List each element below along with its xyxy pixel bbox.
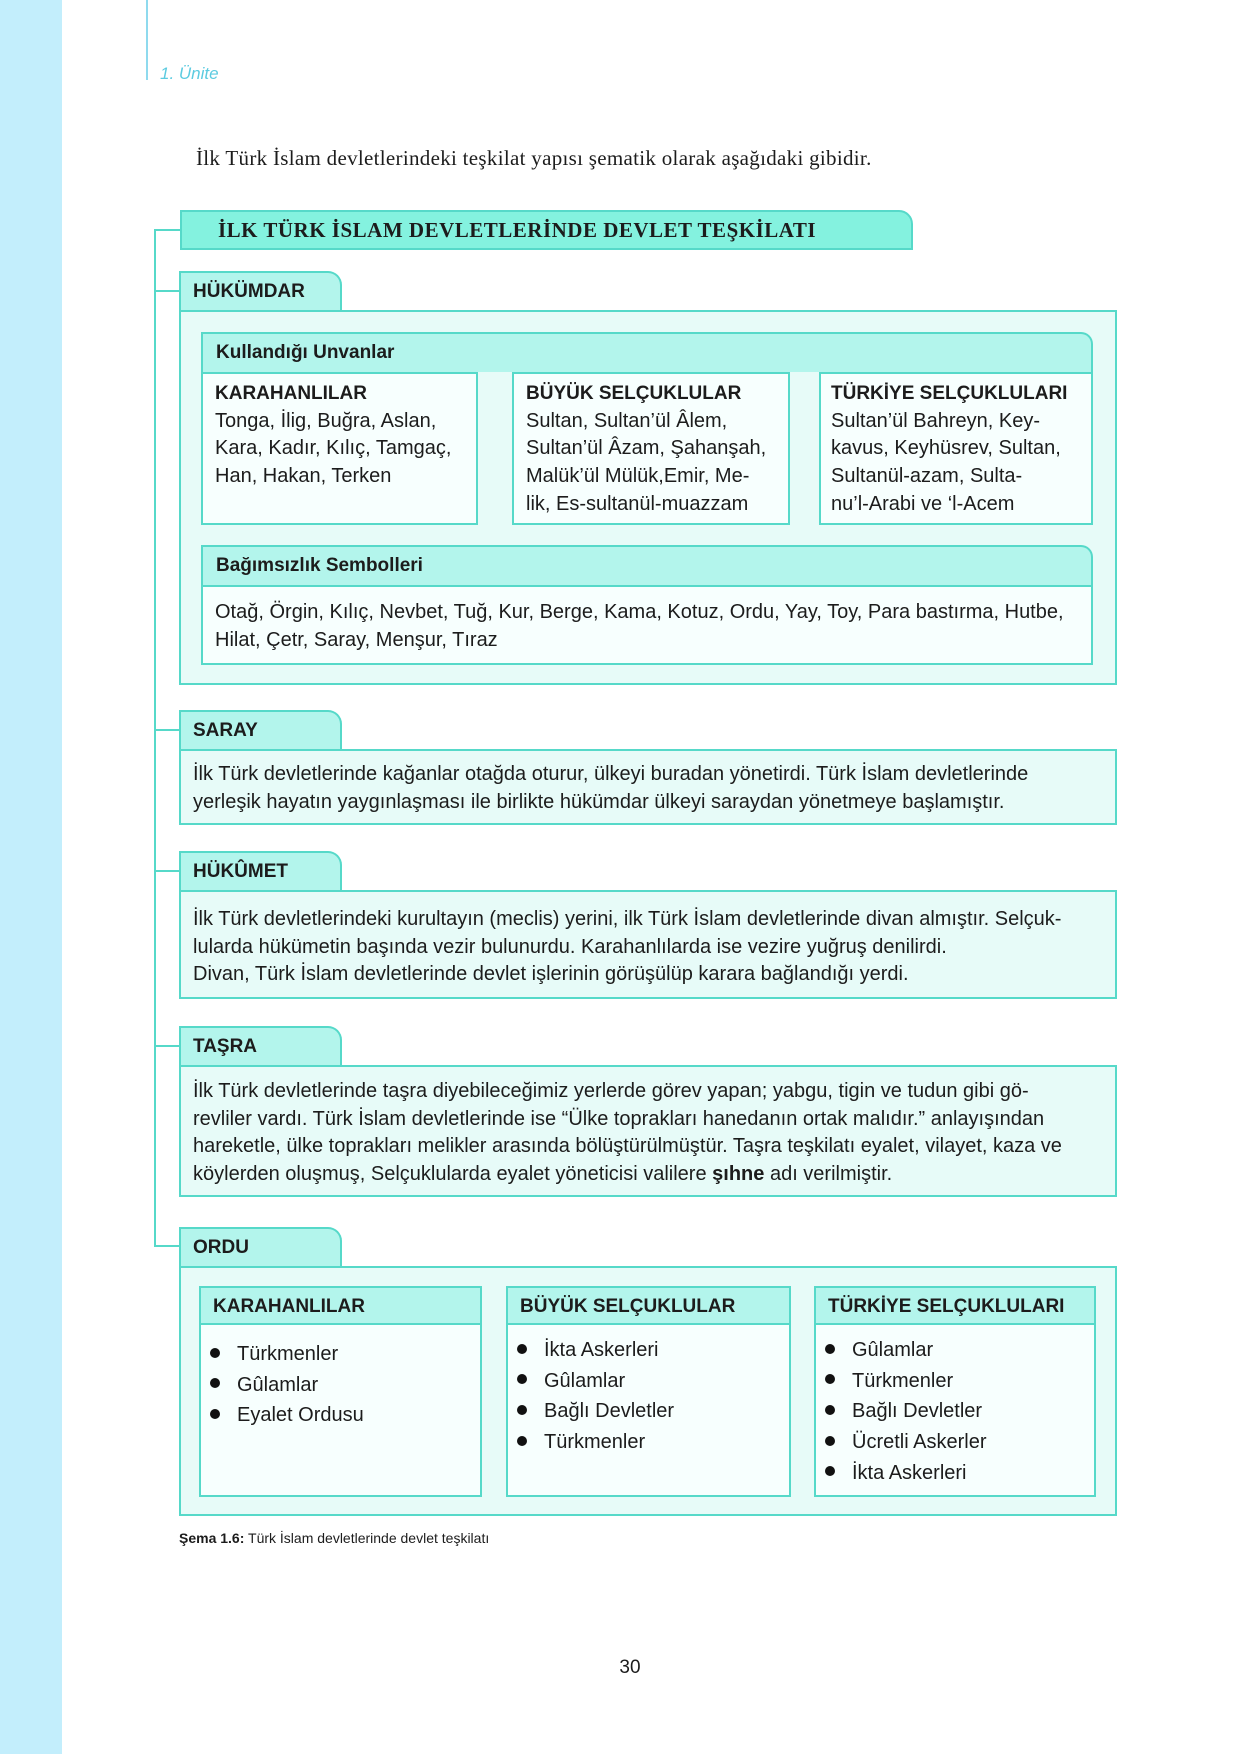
- titles-line: Sultanül-azam, Sulta-: [831, 465, 1023, 488]
- symbols-box: [201, 585, 1093, 665]
- titles-line: Han, Hakan, Terken: [215, 465, 392, 488]
- page-number: 30: [619, 1657, 641, 1678]
- army-unit-item: [825, 1366, 1094, 1397]
- titles-box-state: TÜRKİYE SELÇUKLULARI: [831, 383, 1068, 404]
- titles-box-turkiye-selcuklulari: [819, 372, 1093, 525]
- saray-line: yerleşik hayatın yaygınlaşması ile birlikte hükümdar ülkeyi saraydan yönetmeye başlamıştır.: [193, 790, 1005, 813]
- bullet-icon: [517, 1405, 527, 1415]
- army-unit-label: İkta Askerleri: [852, 1461, 967, 1484]
- army-unit-item: [517, 1396, 789, 1427]
- bullet-icon: [517, 1436, 527, 1446]
- bullet-icon: [210, 1348, 220, 1358]
- titles-line: Sultan’ül Âzam, Şahanşah,: [526, 437, 767, 460]
- army-box-heading: TÜRKİYE SELÇUKLULARI: [816, 1288, 1094, 1325]
- running-head-rule: [146, 0, 148, 80]
- connector-stub-saray: [154, 729, 180, 731]
- army-unit-item: [825, 1335, 1094, 1366]
- tasra-line: İlk Türk devletlerinde taşra diyebileceğimiz yerlerde görev yapan; yabgu, tigin ve tudun gibi gö-: [193, 1080, 1029, 1102]
- connector-stub-ordu: [154, 1245, 180, 1247]
- intro-paragraph: İlk Türk İslam devletlerindeki teşkilat yapısı şematik olarak aşağıdaki gibidir.: [196, 146, 872, 170]
- symbols-heading: Bağımsızlık Sembolleri: [201, 545, 1093, 585]
- army-unit-label: Gûlamlar: [852, 1339, 934, 1361]
- section-panel-ordu: [179, 1266, 1117, 1516]
- section-panel-hukumet: [179, 890, 1117, 999]
- symbols-line: Otağ, Örgin, Kılıç, Nevbet, Tuğ, Kur, Berge, Kama, Kotuz, Ordu, Yay, Toy, Para bastırma, Hutbe,: [215, 601, 1064, 623]
- army-unit-label: Türkmenler: [544, 1431, 646, 1454]
- bullet-icon: [825, 1466, 835, 1476]
- connector-stub-tasra: [154, 1045, 180, 1047]
- connector-stub-hukumdar: [154, 290, 180, 292]
- saray-line: İlk Türk devletlerinde kağanlar otağda oturur, ülkeyi buradan yönetirdi. Türk İslam devletlerinde: [193, 763, 1029, 785]
- symbols-line: Hilat, Çetr, Saray, Menşur, Tıraz: [215, 628, 498, 651]
- army-unit-label: Ücretli Askerler: [852, 1431, 987, 1454]
- tasra-line-last: [193, 1161, 1103, 1189]
- titles-line: Tonga, İlig, Buğra, Aslan,: [215, 409, 437, 432]
- titles-box-buyuk-selcuklular: [512, 372, 790, 525]
- army-unit-label: Gûlamlar: [237, 1373, 319, 1396]
- section-tab-tasra: TAŞRA: [179, 1026, 342, 1065]
- army-unit-item: [517, 1335, 789, 1366]
- schema-title: İLK TÜRK İSLAM DEVLETLERİNDE DEVLET TEŞKİLATI: [180, 210, 913, 250]
- hukumet-line: Divan, Türk İslam devletlerinde devlet işlerinin görüşülüp karara bağlandığı yerdi.: [193, 963, 909, 986]
- bullet-icon: [825, 1405, 835, 1415]
- army-unit-label: Bağlı Devletler: [852, 1400, 983, 1423]
- titles-box-karahanlilar: [201, 372, 478, 525]
- bullet-icon: [517, 1374, 527, 1384]
- army-unit-label: Türkmenler: [852, 1369, 954, 1392]
- army-box-turkiye-selcuklulari: [814, 1286, 1096, 1497]
- bullet-icon: [825, 1374, 835, 1384]
- tasra-line-text: köylerden oluşmuş, Selçuklularda eyalet yöneticisi valilere: [193, 1163, 713, 1186]
- bullet-icon: [825, 1344, 835, 1354]
- army-unit-item: [825, 1427, 1094, 1458]
- bullet-icon: [210, 1409, 220, 1419]
- section-panel-saray: [179, 749, 1117, 825]
- titles-line: Kara, Kadır, Kılıç, Tamgaç,: [215, 437, 452, 460]
- margin-strip: [0, 0, 62, 1754]
- connector-stub-hukumet: [154, 870, 180, 872]
- section-panel-hukumdar: [179, 310, 1117, 685]
- titles-line: kavus, Keyhüsrev, Sultan,: [831, 437, 1061, 460]
- running-head-unit: 1. Ünite: [160, 64, 219, 83]
- tasra-line-text: adı verilmiştir.: [764, 1163, 893, 1186]
- titles-heading: Kullandığı Unvanlar: [201, 332, 1093, 372]
- army-unit-item: [210, 1400, 480, 1431]
- titles-line: Sultan’ül Bahreyn, Key-: [831, 409, 1041, 432]
- schema-connector-line: [154, 229, 156, 1247]
- hukumet-line: İlk Türk devletlerindeki kurultayın (meclis) yerini, ilk Türk İslam devletlerinde divan almıştır. Selçuk-: [193, 908, 1062, 930]
- section-tab-hukumet: HÜKÛMET: [179, 851, 342, 890]
- army-unit-list: [816, 1325, 1094, 1488]
- army-unit-label: Eyalet Ordusu: [237, 1404, 364, 1427]
- section-tab-saray: SARAY: [179, 710, 342, 749]
- army-unit-list: [201, 1325, 480, 1431]
- titles-box-state: BÜYÜK SELÇUKLULAR: [526, 383, 742, 404]
- caption-text: Türk İslam devletlerinde devlet teşkilatı: [248, 1530, 490, 1546]
- titles-line: lik, Es-sultanül-muazzam: [526, 492, 749, 515]
- army-box-heading: KARAHANLILAR: [201, 1288, 480, 1325]
- army-unit-label: Türkmenler: [237, 1343, 339, 1365]
- section-tab-ordu: ORDU: [179, 1227, 342, 1266]
- tasra-line: hareketle, ülke toprakları melikler arasında bölüştürülmüştür. Taşra teşkilatı eyalet, vilayet, kaza ve: [193, 1135, 1062, 1158]
- titles-line: Sultan, Sultan’ül Âlem,: [526, 409, 728, 432]
- army-box-buyuk-selcuklular: [506, 1286, 791, 1497]
- titles-box-state: KARAHANLILAR: [215, 383, 367, 404]
- section-panel-tasra: [179, 1065, 1117, 1197]
- bullet-icon: [517, 1344, 527, 1354]
- titles-line: nu’l-Arabi ve ‘l-Acem: [831, 492, 1015, 515]
- army-unit-item: [210, 1370, 480, 1401]
- army-unit-label: Bağlı Devletler: [544, 1400, 675, 1423]
- connector-stub-title: [154, 229, 180, 231]
- army-unit-label: Gûlamlar: [544, 1369, 626, 1392]
- army-unit-item: [825, 1396, 1094, 1427]
- term-shihne: şıhne: [712, 1163, 765, 1186]
- army-unit-label: İkta Askerleri: [544, 1339, 659, 1361]
- army-box-heading: BÜYÜK SELÇUKLULAR: [508, 1288, 789, 1325]
- bullet-icon: [210, 1378, 220, 1388]
- army-unit-item: [210, 1339, 480, 1370]
- titles-line: Malük’ül Mülük,Emir, Me-: [526, 465, 750, 488]
- army-unit-item: [825, 1458, 1094, 1489]
- hukumet-line: lularda hükümetin başında vezir bulunurdu. Karahanlılarda ise vezire yuğruş denilirdi.: [193, 935, 947, 958]
- army-box-karahanlilar: [199, 1286, 482, 1497]
- bullet-icon: [825, 1436, 835, 1446]
- army-unit-item: [517, 1366, 789, 1397]
- figure-caption: [179, 1529, 489, 1547]
- tasra-line: revliler vardı. Türk İslam devletlerinde ise “Ülke toprakları hanedanın ortak malıdır.” anlayışından: [193, 1107, 1045, 1130]
- army-unit-item: [517, 1427, 789, 1458]
- army-unit-list: [508, 1325, 789, 1458]
- caption-label: Şema 1.6:: [179, 1530, 245, 1546]
- section-tab-hukumdar: HÜKÜMDAR: [179, 271, 342, 310]
